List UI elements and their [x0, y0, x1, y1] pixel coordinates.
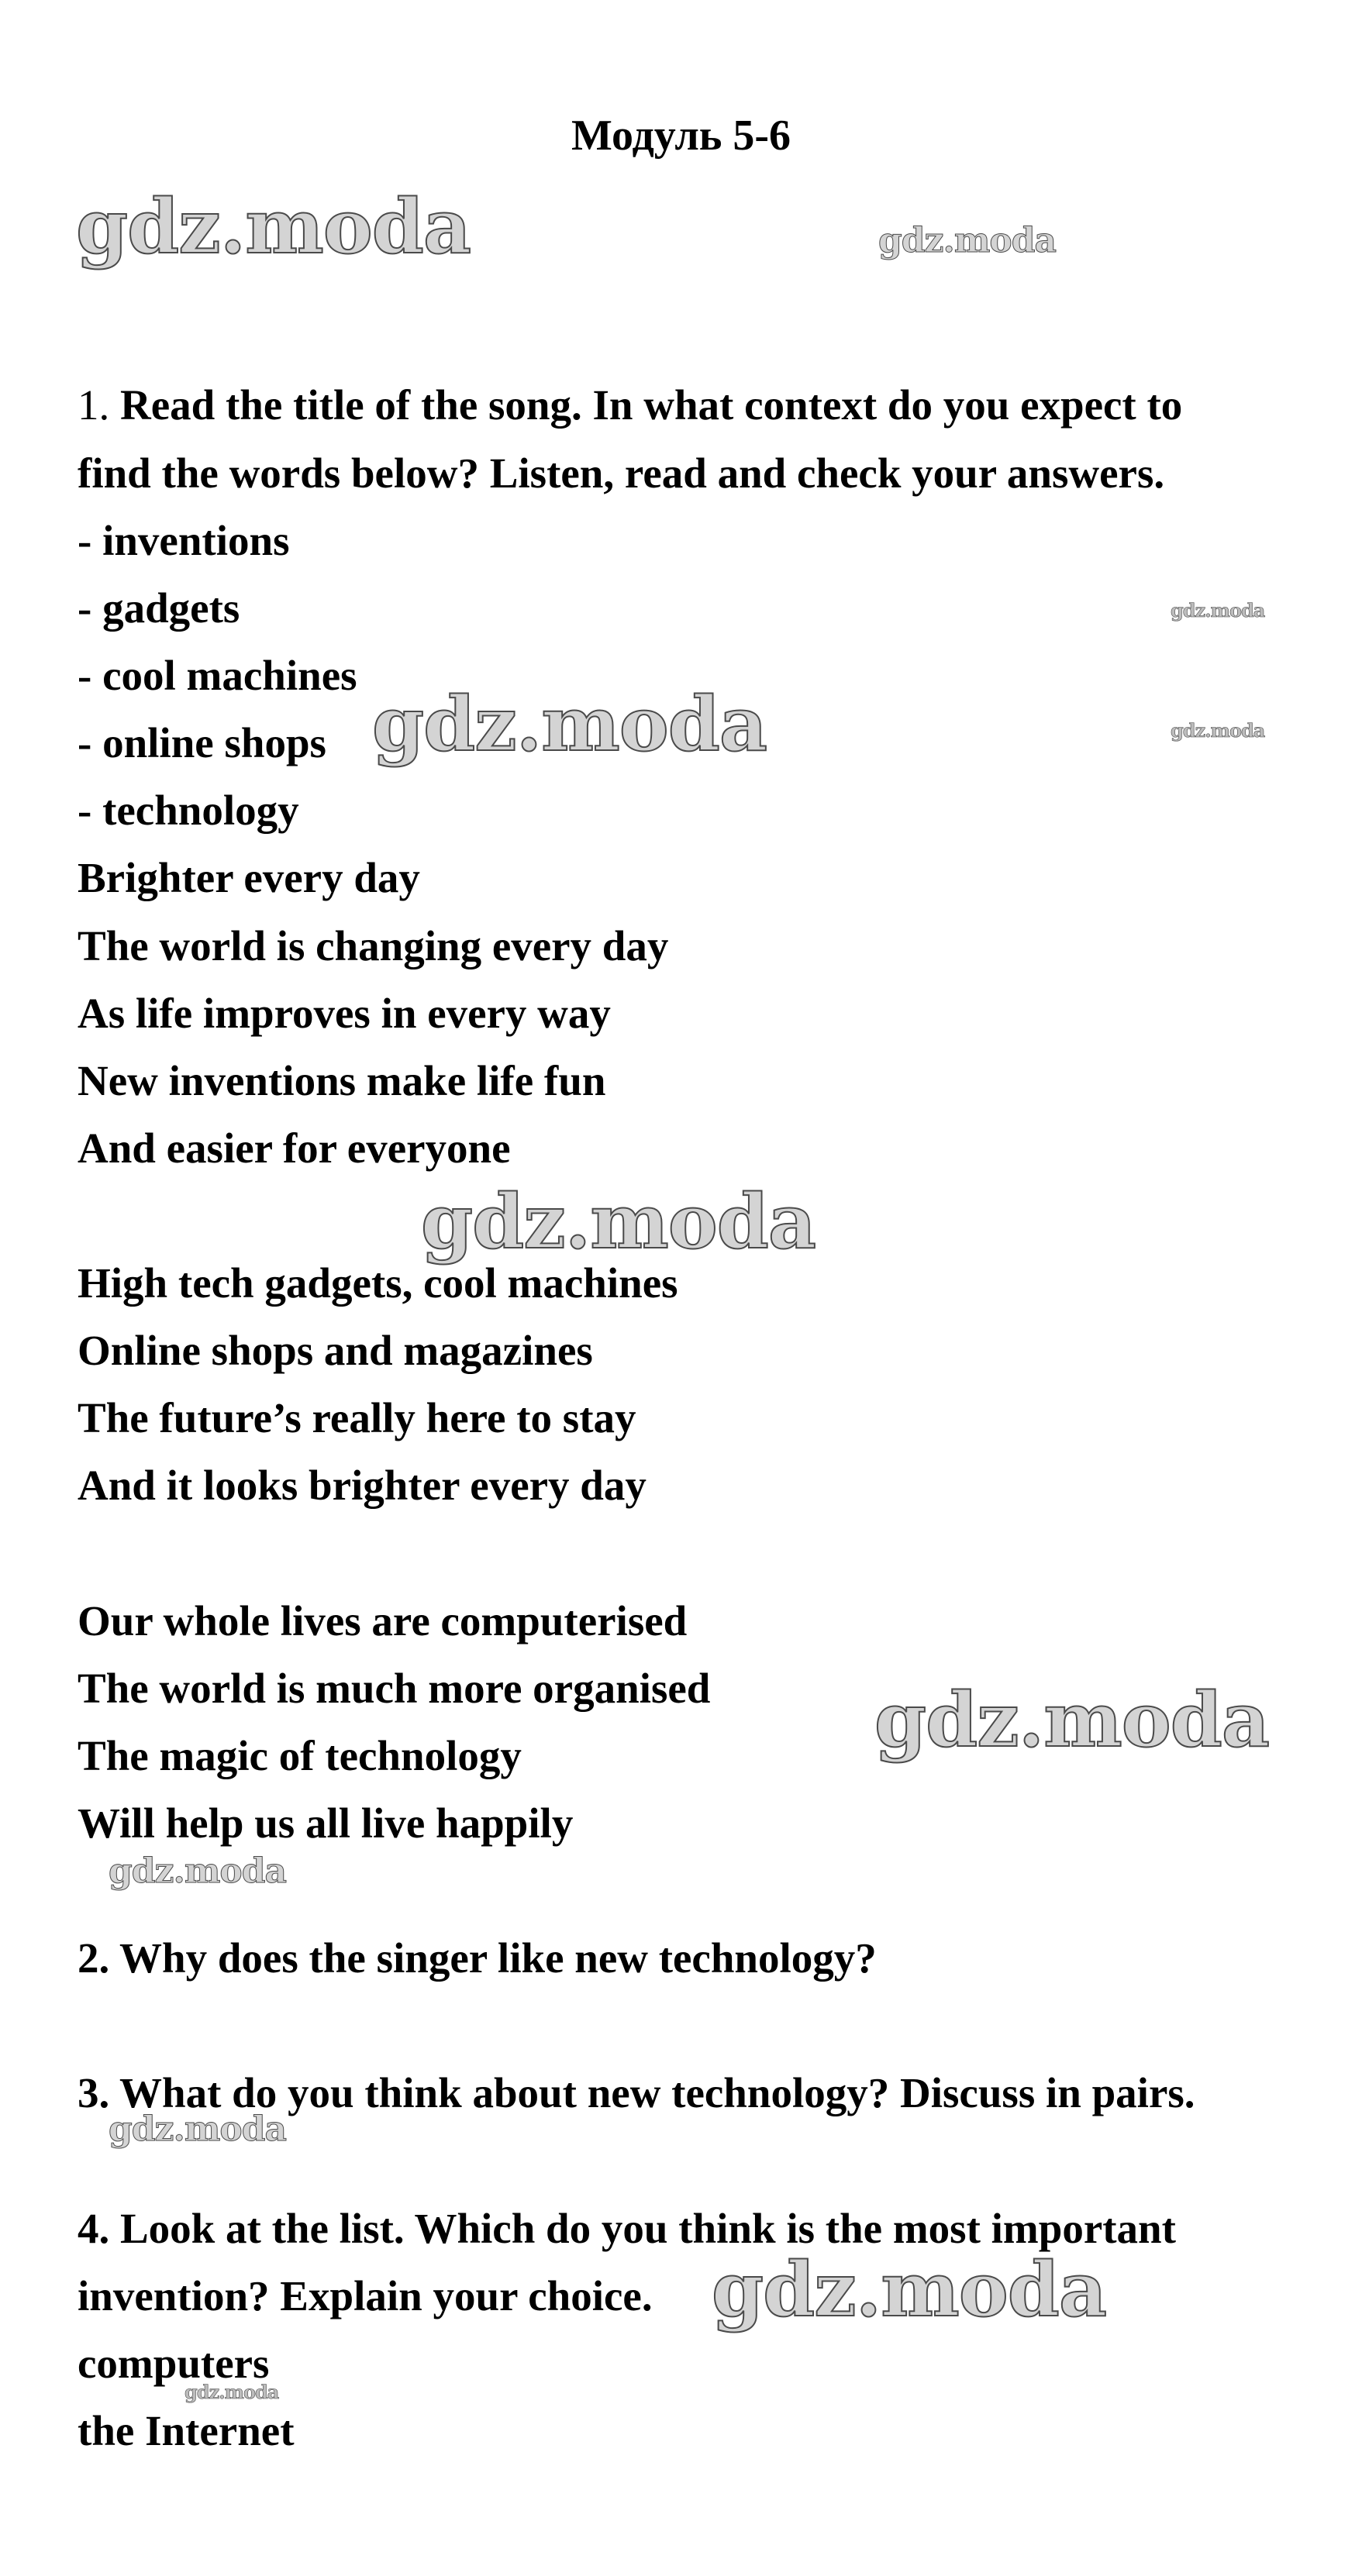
watermark: gdz.moda: [109, 2109, 287, 2149]
word-list-item: - online shops: [78, 719, 326, 766]
watermark: gdz.moda: [874, 1676, 1270, 1764]
page-title: Модуль 5-6: [571, 112, 791, 160]
watermark: gdz.moda: [421, 1178, 816, 1266]
exercise-4-instruction-line-1: 4. Look at the list. Which do you think is the most important: [78, 2205, 1176, 2252]
song-line: High tech gadgets, cool machines: [78, 1259, 678, 1307]
song-line: As life improves in every way: [78, 990, 611, 1037]
exercise-4-instruction-line-2: invention? Explain your choice.: [78, 2272, 653, 2319]
song-line: Our whole lives are computerised: [78, 1597, 688, 1644]
watermark: gdz.moda: [1171, 719, 1265, 742]
exercise-3-question: 3. What do you think about new technology? Discuss in pairs.: [78, 2069, 1195, 2116]
watermark: gdz.moda: [878, 221, 1057, 260]
watermark: gdz.moda: [372, 680, 767, 768]
song-line: The world is changing every day: [78, 922, 669, 969]
watermark: gdz.moda: [184, 2381, 279, 2403]
song-line: The future’s really here to stay: [78, 1394, 636, 1441]
exercise-2-question: 2. Why does the singer like new technology?: [78, 1934, 877, 1982]
exercise-1-instruction-line-2: find the words below? Listen, read and check your answers.: [78, 449, 1165, 497]
song-title: Brighter every day: [78, 854, 420, 901]
word-list-item: - gadgets: [78, 584, 240, 632]
song-line: Online shops and magazines: [78, 1327, 593, 1374]
song-line: New inventions make life fun: [78, 1057, 606, 1104]
invention-list-item: the Internet: [78, 2407, 295, 2454]
exercise-1-number: 1.: [78, 381, 110, 429]
song-line: And easier for everyone: [78, 1124, 511, 1172]
invention-list-item: computers: [78, 2340, 270, 2387]
word-list-item: - cool machines: [78, 652, 357, 699]
exercise-1-instruction-line-1: [78, 378, 1182, 432]
word-list-item: - inventions: [78, 517, 290, 564]
song-line: Will help us all live happily: [78, 1799, 574, 1847]
watermark: gdz.moda: [109, 1851, 287, 1891]
song-line: The world is much more organised: [78, 1665, 711, 1712]
watermark: gdz.moda: [712, 2246, 1107, 2333]
word-list-item: - technology: [78, 787, 299, 834]
song-line: And it looks brighter every day: [78, 1462, 647, 1509]
song-line: The magic of technology: [78, 1732, 522, 1779]
exercise-1-instruction-text-1: Read the title of the song. In what context do you expect to: [120, 381, 1183, 429]
watermark: gdz.moda: [76, 183, 471, 270]
watermark: gdz.moda: [1171, 599, 1265, 622]
